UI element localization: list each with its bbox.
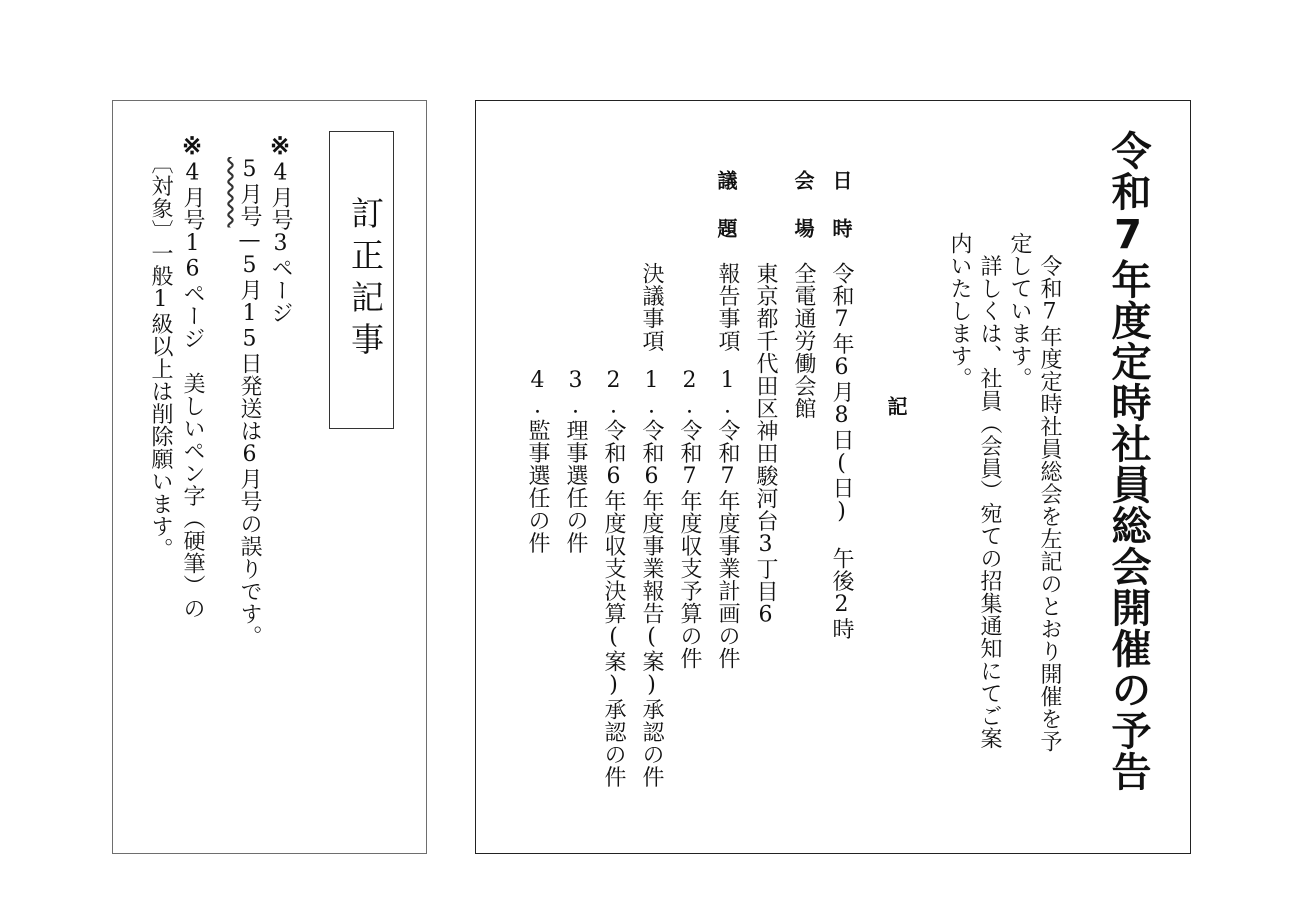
correction-item-1-issue: 4月号 [268,160,293,231]
asterisk-mark: ※ [178,132,207,161]
venue-value-1: 全電通労働会館 [791,262,816,420]
resolution-item-1: 1.令和6年度事業報告(案)承認の件 [639,368,664,788]
correction-item-1-page: 3ページ [268,231,293,324]
intro-line-2: 定しています。 [1007,232,1032,390]
intro-line-1: 令和7年度定時社員総会を左記のとおり開催を予 [1037,232,1062,753]
correction-item-1-line-1 [266,132,295,324]
correction-item-1-wrong-issue: 5月号 [237,157,262,228]
correction-item-1-detail: —5月15日発送は6月号の誤りです。 [237,227,262,648]
asterisk-mark: ※ [266,132,295,161]
intro-line-3: 詳しくは、社員（会員）宛ての招集通知にてご案 [977,232,1002,750]
report-label: 報告事項 [715,262,740,352]
report-item-1: 1.令和7年度事業計画の件 [715,368,740,670]
correction-item-2-line-2: 〔対象〕一般1級以上は削除願います。 [148,152,173,560]
correction-item-2-line-1 [178,132,207,620]
correction-item-1-line-2 [238,157,260,648]
datetime-value: 令和7年6月8日(日) 午後2時 [829,262,854,640]
datetime-label: 日 時 [829,170,853,242]
resolution-item-4: 4.監事選任の件 [525,368,550,554]
resolution-item-3: 3.理事選任の件 [563,368,588,554]
correction-title: 訂正記事 [346,196,385,364]
correction-item-2-text-1: 4月号16ページ 美しいペン字（硬筆）の [180,160,205,620]
resolution-label: 決議事項 [639,262,664,352]
agenda-label: 議 題 [714,170,738,242]
venue-label: 会 場 [791,170,815,242]
venue-value-2: 東京都千代田区神田駿河台3丁目6 [753,262,778,628]
notice-title: 令和7年度定時社員総会開催の予告 [1105,130,1151,792]
intro-line-4: 内いたします。 [947,232,972,390]
report-item-2: 2.令和7年度収支予算の件 [677,368,702,670]
resolution-item-2: 2.令和6年度収支決算(案)承認の件 [601,368,626,788]
ki-heading: 記 [884,396,908,417]
